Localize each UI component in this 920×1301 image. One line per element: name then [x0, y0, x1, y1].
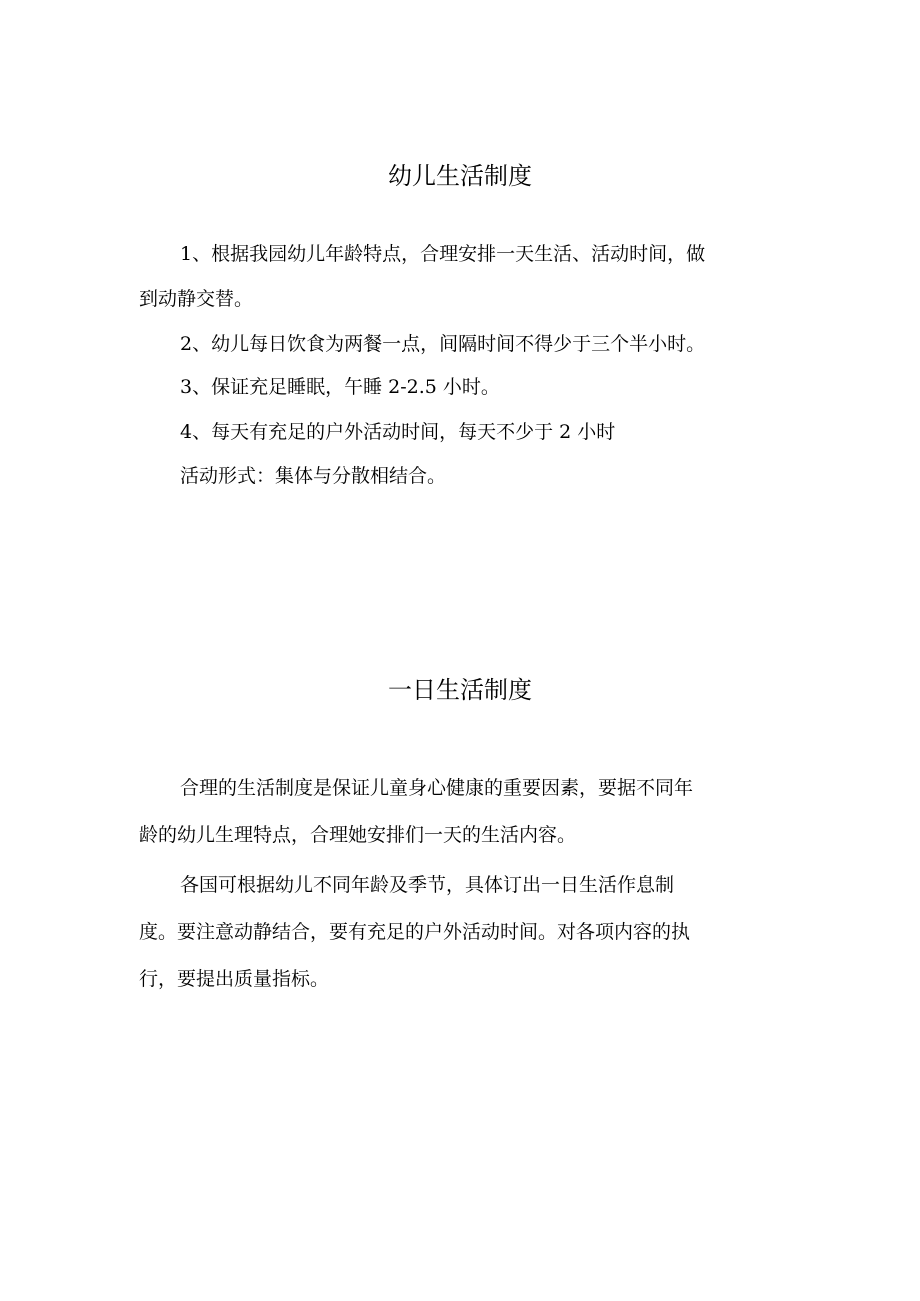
paragraph-line: 活动形式：集体与分散相结合。	[180, 465, 447, 487]
section-title-daily-life-system: 一日生活制度	[388, 676, 532, 704]
paragraph-line: 4、每天有充足的户外活动时间，每天不少于 2 小时	[180, 421, 616, 443]
paragraph-line: 3、保证充足睡眠，午睡 2-2.5 小时。	[180, 376, 500, 398]
paragraph-line: 各国可根据幼儿不同年龄及季节，具体订出一日生活作息制	[180, 874, 675, 896]
paragraph-line: 龄的幼儿生理特点，合理她安排们一天的生活内容。	[139, 824, 577, 846]
paragraph-line: 合理的生活制度是保证儿童身心健康的重要因素，要据不同年	[180, 777, 694, 799]
paragraph-line: 到动静交替。	[139, 288, 254, 310]
paragraph-line: 行，要提出质量指标。	[139, 968, 330, 990]
paragraph-line: 度。要注意动静结合，要有充足的户外活动时间。对各项内容的执	[139, 921, 691, 943]
paragraph-line: 1、根据我园幼儿年龄特点，合理安排一天生活、活动时间，做	[180, 243, 706, 265]
paragraph-line: 2、幼儿每日饮食为两餐一点，间隔时间不得少于三个半小时。	[180, 333, 706, 355]
section-title-child-life-system: 幼儿生活制度	[388, 162, 532, 190]
